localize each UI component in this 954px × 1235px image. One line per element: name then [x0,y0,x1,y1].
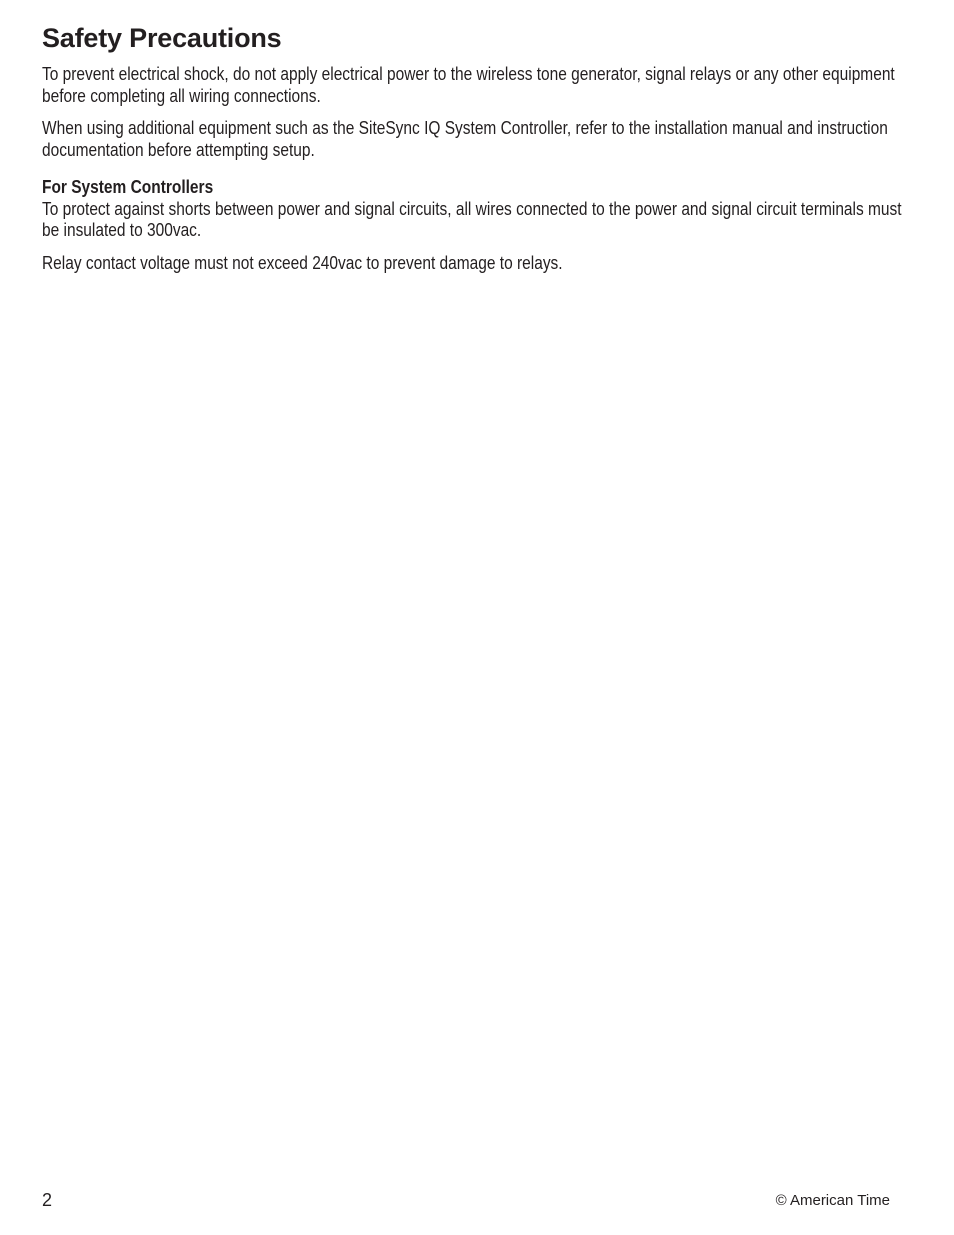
copyright-notice: © American Time [775,1192,890,1209]
section-heading-system-controllers: For System Controllers [42,177,214,197]
paragraph-additional-equipment: When using additional equipment such as the SiteSync IQ System Controller, refer to the installation manual and instruction documentation before attempting setup. [42,118,888,160]
page-title: Safety Precautions [42,23,282,53]
paragraph-relay-voltage: Relay contact voltage must not exceed 240vac to prevent damage to relays. [42,252,563,273]
paragraph-insulation: To protect against shorts between power and signal circuits, all wires connected to the power and signal circuit terminals must be insulated to 300vac. [42,198,902,240]
paragraph-electrical-shock: To prevent electrical shock, do not apply electrical power to the wireless tone generator, signal relays or any other equipment before completing all wiring connections. [42,64,895,106]
page-number: 2 [42,1190,53,1210]
document-body [42,64,902,285]
